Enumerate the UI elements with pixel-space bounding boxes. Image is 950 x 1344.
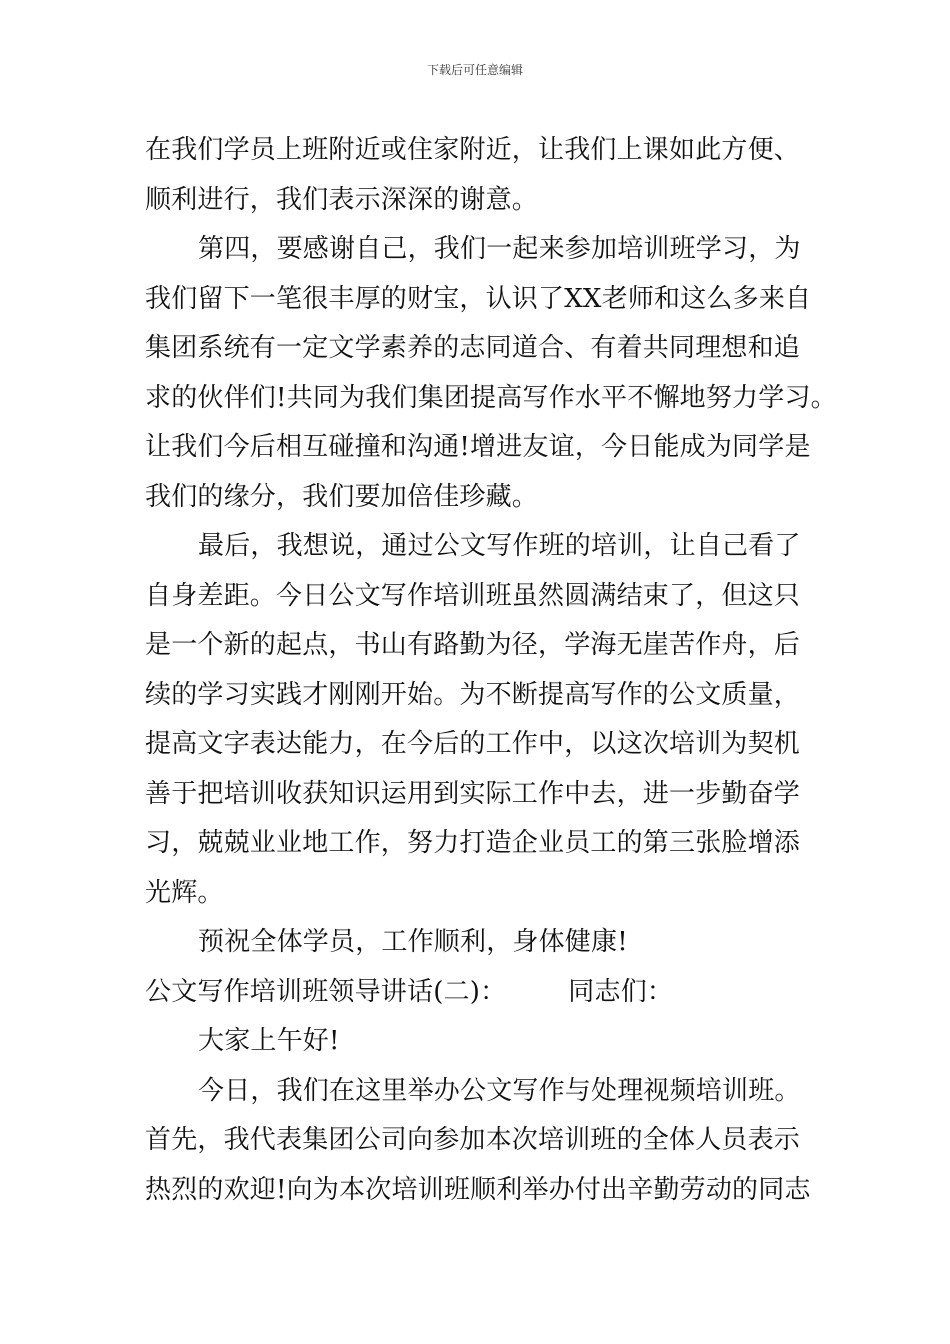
text-line: 让我们今后相互碰撞和沟通!增进友谊，今日能成为同学是 <box>145 432 811 462</box>
text-line: 光辉。 <box>145 877 224 908</box>
text-line: 热烈的欢迎!向为本次培训班顺利举办付出辛勤劳动的同志 <box>145 1174 811 1205</box>
page-header: 下载后可任意编辑 <box>426 63 523 77</box>
document-body <box>145 126 837 1215</box>
text-line: 顺利进行，我们表示深深的谢意。 <box>145 184 539 215</box>
text-line: 自身差距。今日公文写作培训班虽然圆满结束了，但这只 <box>145 580 801 611</box>
speech-title: 公文写作培训班领导讲话(二)： <box>145 976 507 1007</box>
text-line: 提高文字表达能力，在今后的工作中，以这次培训为契机 <box>145 729 801 759</box>
text-line: 我们留下一笔很丰厚的财宝，认识了XX老师和这么多来自 <box>145 283 812 314</box>
salutation: 同志们： <box>568 976 674 1007</box>
text-line: 续的学习实践才刚刚开始。为不断提高写作的公文质量， <box>145 679 801 710</box>
text-line: 是一个新的起点，书山有路勤为径，学海无崖苦作舟，后 <box>145 630 801 660</box>
text-line: 习，兢兢业业地工作，努力打造企业员工的第三张脸增添 <box>145 828 801 858</box>
text-line: 首先，我代表集团公司向参加本次培训班的全体人员表示 <box>145 1125 801 1155</box>
text-line: 在我们学员上班附近或住家附近，让我们上课如此方便、 <box>145 135 801 165</box>
paragraph-start-line: 第四，要感谢自己，我们一起来参加培训班学习，为 <box>198 234 801 264</box>
paragraph-start-line: 今日，我们在这里举办公文写作与处理视频培训班。 <box>198 1075 801 1106</box>
speech-title-line <box>145 968 815 1018</box>
paragraph-start-line: 预祝全体学员，工作顺利，身体健康! <box>198 927 628 957</box>
text-line: 集团系统有一定文学素养的志同道合、有着共同理想和追 <box>145 333 801 363</box>
text-line: 求的伙伴们!共同为我们集团提高写作水平不懈地努力学习。 <box>145 382 837 413</box>
text-line: 善于把培训收获知识运用到实际工作中去，进一步勤奋学 <box>145 778 801 809</box>
text-line: 我们的缘分，我们要加倍佳珍藏。 <box>145 481 539 512</box>
greeting-line: 大家上午好! <box>198 1026 340 1056</box>
paragraph-start-line: 最后，我想说，通过公文写作班的培训，让自己看了 <box>198 531 801 561</box>
